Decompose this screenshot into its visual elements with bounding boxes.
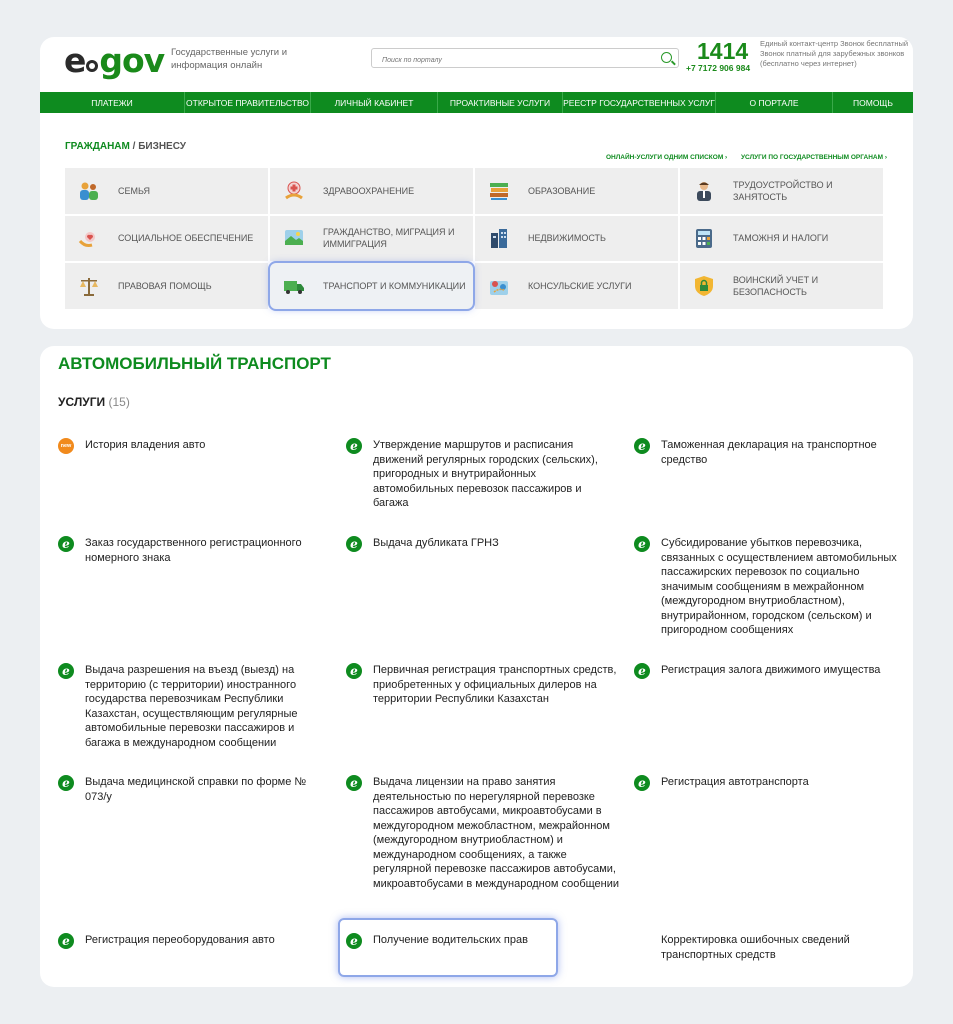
category-healthcare[interactable] <box>270 168 473 214</box>
services-heading <box>58 395 130 409</box>
service-title[interactable]: Субсидирование убытков перевозчика, связанных с осуществлением автомобильных пассажирских перевозок по социально значимым сообщениям в межрайонном (междугородном внутриобластном), внутрирайонном, городском (сельском) и пригородном сообщениях <box>661 537 897 636</box>
service-title[interactable]: Утверждение маршрутов и расписания движений регулярных городских (сельских), пригородных и внутрирайонных автомобильных перевозок пассажиров и багажа <box>373 439 598 509</box>
nav-item-services-registry[interactable]: РЕЕСТР ГОСУДАРСТВЕННЫХ УСЛУГ <box>562 92 715 113</box>
contact-info: Единый контакт-центр Звонок бесплатный Звонок платный для зарубежных звонков (бесплатно через интернет) <box>760 39 909 68</box>
category-label: ТРУДОУСТРОЙСТВО И ЗАНЯТОСТЬ <box>733 179 833 202</box>
alt-phone-number: +7 7172 906 984 <box>686 63 751 73</box>
healthcare-icon <box>283 180 305 202</box>
category-label: КОНСУЛЬСКИЕ УСЛУГИ <box>528 281 632 292</box>
category-legal-aid[interactable] <box>65 263 268 309</box>
services-label: УСЛУГИ <box>58 395 106 409</box>
category-transport[interactable] <box>270 263 473 309</box>
nav-item-open-government[interactable]: ОТКРЫТОЕ ПРАВИТЕЛЬСТВО <box>184 92 310 113</box>
scales-icon <box>78 275 100 297</box>
category-employment[interactable] <box>680 168 883 214</box>
service-title[interactable]: Регистрация переоборудования авто <box>85 934 275 946</box>
category-label: СОЦИАЛЬНОЕ ОБЕСПЕЧЕНИЕ <box>118 233 254 244</box>
search-box[interactable] <box>371 48 679 68</box>
header-card <box>40 37 913 329</box>
egov-badge-icon: e <box>58 663 74 679</box>
category-family[interactable] <box>65 168 268 214</box>
tab-business[interactable]: БИЗНЕСУ <box>138 141 187 152</box>
category-education[interactable] <box>475 168 678 214</box>
egov-badge-icon: e <box>634 438 650 454</box>
map-pin-icon <box>488 275 510 297</box>
tab-citizens[interactable]: ГРАЖДАНАМ <box>65 141 130 152</box>
category-label: ВОИНСКИЙ УЧЕТ И БЕЗОПАСНОСТЬ <box>733 275 819 298</box>
nav-item-about[interactable]: О ПОРТАЛЕ <box>715 92 832 113</box>
category-label: ГРАЖДАНСТВО, МИГРАЦИЯ И ИММИГРАЦИЯ <box>323 227 455 250</box>
service-title[interactable]: Заказ государственного регистрационного номерного знака <box>85 537 302 564</box>
service-title[interactable]: Выдача медицинской справки по форме № 073/у <box>85 776 307 803</box>
egov-badge-icon: e <box>346 438 362 454</box>
egov-badge-icon: e <box>346 663 362 679</box>
egov-badge-icon: e <box>346 933 362 949</box>
logo-dot-icon <box>86 60 98 72</box>
egov-badge-icon: e <box>346 775 362 791</box>
truck-icon <box>283 275 305 297</box>
main-nav <box>40 92 913 113</box>
hotline-number: 1414 <box>697 38 749 64</box>
service-title[interactable]: История владения авто <box>85 439 206 451</box>
egov-badge-icon: e <box>346 536 362 552</box>
service-title[interactable]: Корректировка ошибочных сведений транспортных средств <box>661 934 850 961</box>
category-social-care[interactable] <box>65 216 268 262</box>
migration-icon <box>283 227 305 249</box>
service-title[interactable]: Первичная регистрация транспортных средств, приобретенных у официальных дилеров на территории Республики Казахстан <box>373 664 617 705</box>
services-card <box>40 346 913 987</box>
calculator-icon <box>693 227 715 249</box>
social-care-icon <box>78 227 100 249</box>
search-input[interactable] <box>372 52 642 70</box>
category-migration[interactable] <box>270 216 473 262</box>
page-title: АВТОМОБИЛЬНЫЙ ТРАНСПОРТ <box>58 354 331 373</box>
new-badge-icon: new <box>58 438 74 454</box>
service-title[interactable]: Выдача разрешения на въезд (выезд) на территорию (с территории) иностранного государства перевозчикам Республики Казахстан, осуществляющим регулярные автомобильные перевозки пассажиров и багажа в международном сообщении <box>85 664 298 749</box>
egov-logo[interactable] <box>64 41 164 79</box>
service-title[interactable]: Выдача дубликата ГРНЗ <box>373 537 499 549</box>
books-icon <box>488 180 510 202</box>
services-by-agency-link[interactable]: УСЛУГИ ПО ГОСУДАРСТВЕННЫМ ОРГАНАМ › <box>741 154 887 161</box>
egov-badge-icon: e <box>634 663 650 679</box>
category-label: ЗДРАВООХРАНЕНИЕ <box>323 185 415 196</box>
category-customs-taxes[interactable] <box>680 216 883 262</box>
egov-badge-icon: e <box>58 775 74 791</box>
service-title[interactable]: Выдача лицензии на право занятия деятельностью по нерегулярной перевозке пассажиров автобусами, микроавтобусами в междугородном межобластном, межрайонном (междугородном внутриобластном) и международном сообщениях, а также регулярной перевозке пассажиров автобусами, микроавтобусами в международном сообщении <box>373 776 620 890</box>
nav-item-help[interactable]: ПОМОЩЬ <box>832 92 913 113</box>
category-real-estate[interactable] <box>475 216 678 262</box>
worker-icon <box>693 180 715 202</box>
buildings-icon <box>488 227 510 249</box>
egov-badge-icon: e <box>58 536 74 552</box>
audience-switch <box>65 141 186 152</box>
services-count: (15) <box>108 395 130 409</box>
nav-item-personal-cabinet[interactable]: ЛИЧНЫЙ КАБИНЕТ <box>310 92 437 113</box>
egov-badge-icon: e <box>634 536 650 552</box>
online-services-link[interactable]: ОНЛАЙН-УСЛУГИ ОДНИМ СПИСКОМ › <box>606 154 728 161</box>
shield-lock-icon <box>693 275 715 297</box>
nav-item-proactive-services[interactable]: ПРОАКТИВНЫЕ УСЛУГИ <box>437 92 562 113</box>
category-label: ПРАВОВАЯ ПОМОЩЬ <box>118 281 212 292</box>
service-title[interactable]: Таможенная декларация на транспортное средство <box>661 439 877 466</box>
egov-badge-icon: e <box>58 933 74 949</box>
egov-badge-icon: e <box>634 775 650 791</box>
category-label: НЕДВИЖИМОСТЬ <box>528 233 606 244</box>
audience-separator: / <box>129 141 139 152</box>
logo-e: e <box>64 40 86 80</box>
tagline: Государственные услуги и информация онлайн <box>171 47 288 71</box>
category-military-security[interactable] <box>680 263 883 309</box>
search-icon[interactable] <box>661 52 672 63</box>
nav-item-payments[interactable]: ПЛАТЕЖИ <box>91 97 133 108</box>
service-title[interactable]: Регистрация залога движимого имущества <box>661 664 881 676</box>
service-title[interactable]: Регистрация автотранспорта <box>661 776 809 788</box>
logo-gov: gov <box>99 40 165 80</box>
category-label: ОБРАЗОВАНИЕ <box>528 185 596 196</box>
category-label: ТАМОЖНЯ И НАЛОГИ <box>733 233 829 244</box>
family-icon <box>78 180 100 202</box>
service-title[interactable]: Получение водительских прав <box>373 934 528 946</box>
category-consular[interactable] <box>475 263 678 309</box>
category-label: СЕМЬЯ <box>118 185 151 196</box>
category-grid <box>65 168 883 309</box>
category-label: ТРАНСПОРТ И КОММУНИКАЦИИ <box>323 281 466 292</box>
